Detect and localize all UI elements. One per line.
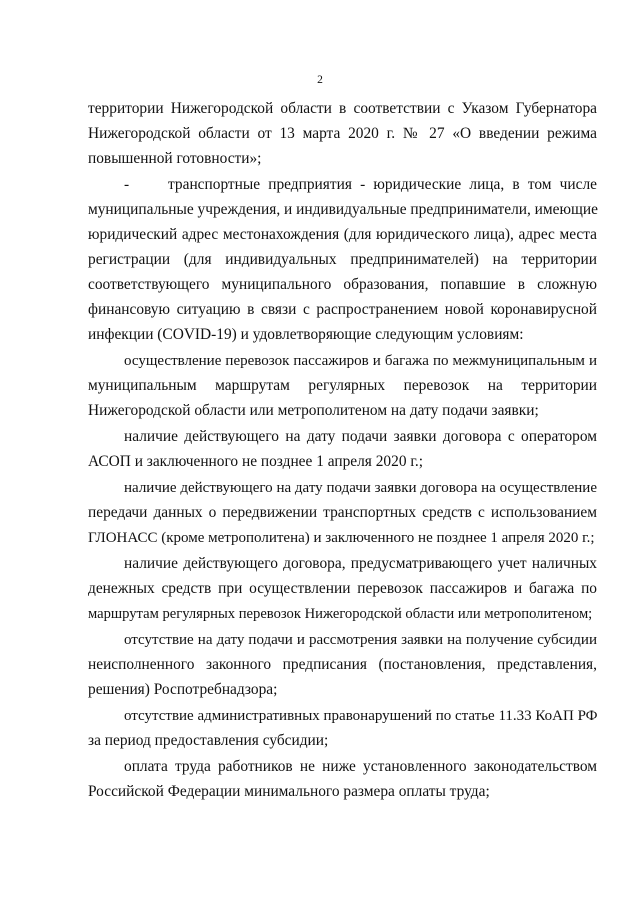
text-line-11: осуществление перевозок пассажиров и багажа по межмуниципальным и — [124, 353, 597, 369]
text-line-10: инфекции (COVID-19) и удовлетворяющие следующим условиям: — [88, 326, 524, 343]
text-line-4 — [124, 175, 597, 195]
text-line-28: Российской Федерации минимального размера оплаты труда; — [88, 783, 490, 800]
text-line-22: отсутствие на дату подачи и рассмотрения заявки на получение субсидии — [124, 632, 597, 648]
text-line-5: муниципальные учреждения, и индивидуальные предприниматели, имеющие — [88, 201, 598, 218]
text-line-17: передачи данных о передвижении транспортных средств с использованием — [88, 504, 597, 521]
text-line-20: денежных средств при осуществлении перевозок пассажиров и багажа по — [88, 580, 597, 597]
text-line-12: муниципальным маршрутам регулярных перевозок на территории — [88, 377, 597, 394]
list-dash: - — [124, 176, 130, 193]
text-line-27: оплата труда работников не ниже установленного законодательством — [124, 758, 597, 775]
text-line-4-content: транспортные предприятия - юридические лица, в том числе — [168, 176, 597, 193]
page-number: 2 — [317, 74, 323, 86]
text-line-21: маршрутам регулярных перевозок Нижегородской области или метрополитеном; — [88, 606, 593, 622]
text-line-26: за период предоставления субсидии; — [88, 732, 329, 749]
text-line-16: наличие действующего на дату подачи заявки договора на осуществление — [124, 480, 597, 496]
text-line-24: решения) Роспотребнадзора; — [88, 681, 278, 698]
text-line-8: соответствующего муниципального образования, попавшие в сложную — [88, 276, 597, 293]
text-line-14: наличие действующего на дату подачи заявки договора с оператором — [124, 428, 597, 445]
text-line-7: регистрации (для индивидуальных предпринимателей) на территории — [88, 251, 597, 268]
text-line-13: Нижегородской области или метрополитеном на дату подачи заявки; — [88, 402, 539, 419]
text-line-3: повышенной готовности»; — [88, 150, 262, 167]
text-line-15: АСОП и заключенного не позднее 1 апреля 2020 г.; — [88, 453, 424, 470]
text-line-9: финансовую ситуацию в связи с распространением новой коронавирусной — [88, 301, 597, 318]
text-line-25: отсутствие административных правонарушений по статье 11.33 КоАП РФ — [124, 708, 598, 724]
text-line-19: наличие действующего договора, предусматривающего учет наличных — [124, 555, 597, 572]
text-line-1: территории Нижегородской области в соответствии с Указом Губернатора — [88, 100, 597, 117]
text-line-23: неисполненного законного предписания (постановления, представления, — [88, 656, 597, 673]
text-line-2: Нижегородской области от 13 марта 2020 г. № 27 «О введении режима — [88, 125, 597, 142]
text-line-18: ГЛОНАСС (кроме метрополитена) и заключенного не позднее 1 апреля 2020 г.; — [88, 530, 595, 546]
text-line-6: юридический адрес местонахождения (для юридического лица), адрес места — [88, 226, 597, 243]
